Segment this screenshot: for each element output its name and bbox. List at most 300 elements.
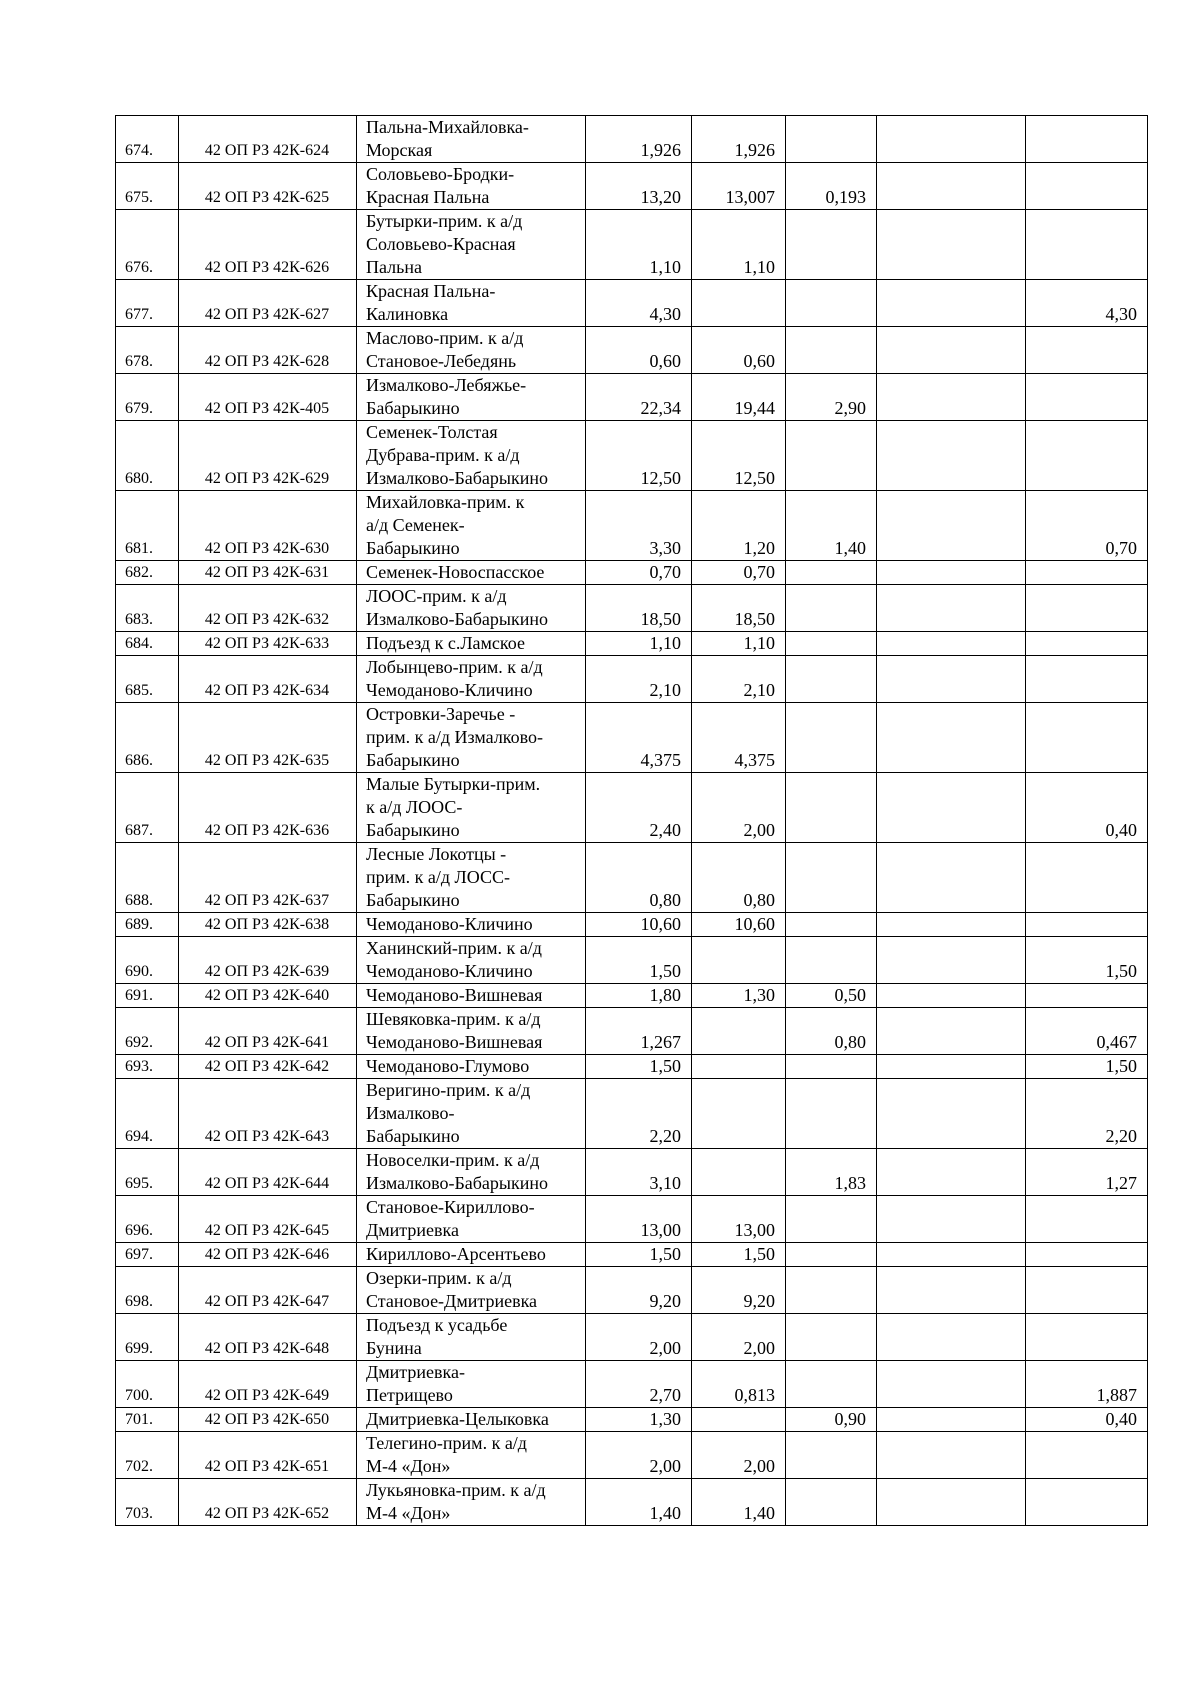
road-name-cell: [357, 1479, 586, 1526]
length-total-cell: 3,30: [586, 491, 692, 561]
road-name-line: Чемоданово-Кличино: [366, 961, 533, 981]
length-col-2-cell: [692, 280, 786, 327]
road-name-cell: [357, 210, 586, 280]
row-number-cell: 682.: [116, 561, 179, 585]
length-total-cell: 1,267: [586, 1008, 692, 1055]
length-col-5-cell: [1026, 656, 1148, 703]
length-col-3-cell: [786, 656, 877, 703]
length-col-5-cell: [1026, 703, 1148, 773]
length-col-3-cell: [786, 632, 877, 656]
road-name-line: прим. к а/д Измалково-: [366, 727, 544, 747]
row-number-cell: 687.: [116, 773, 179, 843]
length-col-5-cell: [1026, 421, 1148, 491]
table-row: [116, 421, 1148, 491]
road-name-line: Соловьево-Красная: [366, 234, 516, 254]
road-name-cell: [357, 163, 586, 210]
road-code-cell: 42 ОП РЗ 42К-639: [179, 937, 357, 984]
table-row: [116, 1361, 1148, 1408]
length-col-4-cell: [877, 1314, 1026, 1361]
length-total-cell: 2,70: [586, 1361, 692, 1408]
length-col-4-cell: [877, 280, 1026, 327]
length-col-5-cell: [1026, 1432, 1148, 1479]
length-col-2-cell: 1,30: [692, 984, 786, 1008]
table-row: [116, 1008, 1148, 1055]
table-row: [116, 327, 1148, 374]
length-col-4-cell: [877, 210, 1026, 280]
length-col-4-cell: [877, 937, 1026, 984]
road-name-line: Бабарыкино: [366, 398, 460, 418]
table-row: [116, 585, 1148, 632]
row-number-cell: 683.: [116, 585, 179, 632]
road-name-cell: [357, 843, 586, 913]
length-col-3-cell: [786, 1243, 877, 1267]
length-col-2-cell: 1,20: [692, 491, 786, 561]
length-col-3-cell: [786, 1267, 877, 1314]
table-row: [116, 116, 1148, 163]
road-code-cell: 42 ОП РЗ 42К-633: [179, 632, 357, 656]
length-total-cell: 4,375: [586, 703, 692, 773]
road-name-line: Измалково-Бабарыкино: [366, 468, 549, 488]
road-name-cell: [357, 1055, 586, 1079]
length-col-3-cell: [786, 1314, 877, 1361]
table-row: [116, 913, 1148, 937]
road-name-line: Чемоданово-Кличино: [366, 914, 533, 934]
road-name-line: Лесные Локотцы -: [366, 844, 507, 864]
length-col-2-cell: 1,10: [692, 632, 786, 656]
length-col-2-cell: 2,00: [692, 773, 786, 843]
row-number-cell: 686.: [116, 703, 179, 773]
table-row: [116, 773, 1148, 843]
road-name-line: Бабарыкино: [366, 538, 460, 558]
row-number-cell: 676.: [116, 210, 179, 280]
length-col-3-cell: [786, 585, 877, 632]
length-col-3-cell: 0,80: [786, 1008, 877, 1055]
road-name-line: Дмитриевка-: [366, 1362, 465, 1382]
table-row: [116, 656, 1148, 703]
length-col-3-cell: [786, 937, 877, 984]
length-col-3-cell: 2,90: [786, 374, 877, 421]
row-number-cell: 695.: [116, 1149, 179, 1196]
length-total-cell: 0,60: [586, 327, 692, 374]
length-total-cell: 1,926: [586, 116, 692, 163]
length-col-4-cell: [877, 1079, 1026, 1149]
road-code-cell: 42 ОП РЗ 42К-627: [179, 280, 357, 327]
length-col-5-cell: [1026, 163, 1148, 210]
road-name-cell: [357, 421, 586, 491]
road-code-cell: 42 ОП РЗ 42К-645: [179, 1196, 357, 1243]
length-col-4-cell: [877, 163, 1026, 210]
length-total-cell: 1,50: [586, 937, 692, 984]
length-total-cell: 0,70: [586, 561, 692, 585]
length-col-2-cell: 10,60: [692, 913, 786, 937]
length-col-4-cell: [877, 913, 1026, 937]
length-total-cell: 1,40: [586, 1479, 692, 1526]
roads-table-body: [116, 116, 1148, 1526]
row-number-cell: 700.: [116, 1361, 179, 1408]
length-col-5-cell: [1026, 1243, 1148, 1267]
length-col-4-cell: [877, 1243, 1026, 1267]
road-name-cell: [357, 1149, 586, 1196]
length-col-2-cell: 0,60: [692, 327, 786, 374]
length-col-2-cell: 2,00: [692, 1432, 786, 1479]
table-row: [116, 1149, 1148, 1196]
table-row: [116, 1079, 1148, 1149]
length-col-4-cell: [877, 1055, 1026, 1079]
road-name-line: Ханинский-прим. к а/д: [366, 938, 542, 958]
road-name-cell: [357, 1314, 586, 1361]
road-name-cell: [357, 984, 586, 1008]
length-col-3-cell: [786, 1361, 877, 1408]
road-name-line: Становое-Лебедянь: [366, 351, 517, 371]
length-col-2-cell: 0,70: [692, 561, 786, 585]
road-code-cell: 42 ОП РЗ 42К-632: [179, 585, 357, 632]
road-name-cell: [357, 1267, 586, 1314]
road-code-cell: 42 ОП РЗ 42К-636: [179, 773, 357, 843]
road-code-cell: 42 ОП РЗ 42К-651: [179, 1432, 357, 1479]
row-number-cell: 689.: [116, 913, 179, 937]
road-name-line: Петрищево: [366, 1385, 453, 1405]
road-name-line: Бабарыкино: [366, 1126, 460, 1146]
road-code-cell: 42 ОП РЗ 42К-629: [179, 421, 357, 491]
table-row: [116, 1432, 1148, 1479]
length-col-2-cell: 12,50: [692, 421, 786, 491]
road-name-line: Маслово-прим. к а/д: [366, 328, 524, 348]
road-name-cell: [357, 1008, 586, 1055]
length-col-3-cell: [786, 703, 877, 773]
length-col-2-cell: [692, 1149, 786, 1196]
length-total-cell: 18,50: [586, 585, 692, 632]
length-col-3-cell: [786, 843, 877, 913]
length-col-5-cell: 1,50: [1026, 937, 1148, 984]
length-col-2-cell: [692, 1008, 786, 1055]
table-row: [116, 703, 1148, 773]
road-name-cell: [357, 561, 586, 585]
length-col-4-cell: [877, 585, 1026, 632]
length-total-cell: 1,30: [586, 1408, 692, 1432]
road-name-line: а/д Семенек-: [366, 515, 465, 535]
road-name-line: Бабарыкино: [366, 750, 460, 770]
length-col-5-cell: [1026, 1314, 1148, 1361]
row-number-cell: 688.: [116, 843, 179, 913]
length-col-2-cell: [692, 1079, 786, 1149]
length-col-4-cell: [877, 843, 1026, 913]
road-name-line: Красная Пальна-: [366, 281, 496, 301]
length-col-3-cell: 0,193: [786, 163, 877, 210]
length-col-4-cell: [877, 1479, 1026, 1526]
road-code-cell: 42 ОП РЗ 42К-405: [179, 374, 357, 421]
road-name-line: Озерки-прим. к а/д: [366, 1268, 512, 1288]
road-code-cell: 42 ОП РЗ 42К-640: [179, 984, 357, 1008]
length-col-2-cell: 2,00: [692, 1314, 786, 1361]
road-code-cell: 42 ОП РЗ 42К-626: [179, 210, 357, 280]
length-col-5-cell: [1026, 1267, 1148, 1314]
row-number-cell: 692.: [116, 1008, 179, 1055]
row-number-cell: 699.: [116, 1314, 179, 1361]
length-total-cell: 2,20: [586, 1079, 692, 1149]
road-code-cell: 42 ОП РЗ 42К-646: [179, 1243, 357, 1267]
road-name-cell: [357, 280, 586, 327]
length-col-3-cell: 0,50: [786, 984, 877, 1008]
road-name-line: М-4 «Дон»: [366, 1456, 451, 1476]
table-row: [116, 1196, 1148, 1243]
length-col-4-cell: [877, 1361, 1026, 1408]
road-code-cell: 42 ОП РЗ 42К-624: [179, 116, 357, 163]
table-row: [116, 280, 1148, 327]
length-col-2-cell: [692, 937, 786, 984]
road-name-line: Шевяковка-прим. к а/д: [366, 1009, 541, 1029]
length-col-3-cell: [786, 1079, 877, 1149]
length-total-cell: 0,80: [586, 843, 692, 913]
length-col-5-cell: 0,70: [1026, 491, 1148, 561]
length-col-2-cell: 0,80: [692, 843, 786, 913]
row-number-cell: 679.: [116, 374, 179, 421]
length-col-4-cell: [877, 1008, 1026, 1055]
road-name-line: Измалково-: [366, 1103, 455, 1123]
road-name-line: Морская: [366, 140, 433, 160]
road-code-cell: 42 ОП РЗ 42К-643: [179, 1079, 357, 1149]
road-name-line: Чемоданово-Кличино: [366, 680, 533, 700]
length-col-5-cell: 2,20: [1026, 1079, 1148, 1149]
length-col-3-cell: [786, 913, 877, 937]
road-name-line: Телегино-прим. к а/д: [366, 1433, 527, 1453]
row-number-cell: 677.: [116, 280, 179, 327]
road-name-cell: [357, 374, 586, 421]
length-col-5-cell: 1,27: [1026, 1149, 1148, 1196]
road-code-cell: 42 ОП РЗ 42К-631: [179, 561, 357, 585]
road-name-line: Чемоданово-Глумово: [366, 1056, 530, 1076]
length-col-4-cell: [877, 773, 1026, 843]
length-col-5-cell: 0,40: [1026, 773, 1148, 843]
length-col-3-cell: [786, 773, 877, 843]
road-name-line: Веригино-прим. к а/д: [366, 1080, 531, 1100]
length-total-cell: 10,60: [586, 913, 692, 937]
road-name-line: Лукьяновка-прим. к а/д: [366, 1480, 546, 1500]
length-col-3-cell: [786, 280, 877, 327]
length-col-5-cell: [1026, 374, 1148, 421]
road-name-line: к а/д ЛООС-: [366, 797, 463, 817]
road-name-cell: [357, 1196, 586, 1243]
table-row: [116, 491, 1148, 561]
row-number-cell: 675.: [116, 163, 179, 210]
row-number-cell: 681.: [116, 491, 179, 561]
road-name-cell: [357, 1432, 586, 1479]
table-row: [116, 1267, 1148, 1314]
table-row: [116, 374, 1148, 421]
length-col-5-cell: [1026, 585, 1148, 632]
road-name-cell: [357, 1408, 586, 1432]
row-number-cell: 701.: [116, 1408, 179, 1432]
row-number-cell: 690.: [116, 937, 179, 984]
length-col-4-cell: [877, 1432, 1026, 1479]
length-total-cell: 1,10: [586, 210, 692, 280]
length-col-4-cell: [877, 703, 1026, 773]
road-name-line: Соловьево-Бродки-: [366, 164, 515, 184]
road-code-cell: 42 ОП РЗ 42К-635: [179, 703, 357, 773]
row-number-cell: 698.: [116, 1267, 179, 1314]
length-col-4-cell: [877, 491, 1026, 561]
table-row: [116, 843, 1148, 913]
length-col-2-cell: 1,40: [692, 1479, 786, 1526]
length-col-2-cell: [692, 1055, 786, 1079]
length-col-3-cell: [786, 421, 877, 491]
table-row: [116, 561, 1148, 585]
length-col-5-cell: 1,50: [1026, 1055, 1148, 1079]
road-name-cell: [357, 913, 586, 937]
length-col-2-cell: 19,44: [692, 374, 786, 421]
road-name-cell: [357, 585, 586, 632]
road-name-line: Дмитриевка-Целыковка: [366, 1409, 549, 1429]
row-number-cell: 703.: [116, 1479, 179, 1526]
road-name-cell: [357, 1079, 586, 1149]
road-name-line: Островки-Заречье -: [366, 704, 516, 724]
length-col-3-cell: [786, 1479, 877, 1526]
length-col-5-cell: [1026, 561, 1148, 585]
row-number-cell: 702.: [116, 1432, 179, 1479]
road-code-cell: 42 ОП РЗ 42К-652: [179, 1479, 357, 1526]
length-col-3-cell: [786, 561, 877, 585]
road-name-cell: [357, 773, 586, 843]
road-name-line: Становое-Кириллово-: [366, 1197, 535, 1217]
road-name-cell: [357, 116, 586, 163]
road-name-line: М-4 «Дон»: [366, 1503, 451, 1523]
road-code-cell: 42 ОП РЗ 42К-648: [179, 1314, 357, 1361]
row-number-cell: 696.: [116, 1196, 179, 1243]
length-total-cell: 12,50: [586, 421, 692, 491]
length-col-3-cell: 1,40: [786, 491, 877, 561]
length-col-4-cell: [877, 116, 1026, 163]
road-name-cell: [357, 656, 586, 703]
road-name-cell: [357, 703, 586, 773]
road-code-cell: 42 ОП РЗ 42К-644: [179, 1149, 357, 1196]
road-name-line: Пальна-Михайловка-: [366, 117, 529, 137]
length-col-3-cell: [786, 116, 877, 163]
road-name-cell: [357, 491, 586, 561]
road-name-cell: [357, 327, 586, 374]
length-col-2-cell: 1,50: [692, 1243, 786, 1267]
length-col-4-cell: [877, 632, 1026, 656]
length-col-3-cell: 1,83: [786, 1149, 877, 1196]
length-col-2-cell: 0,813: [692, 1361, 786, 1408]
road-name-cell: [357, 1243, 586, 1267]
row-number-cell: 680.: [116, 421, 179, 491]
length-total-cell: 2,00: [586, 1432, 692, 1479]
row-number-cell: 694.: [116, 1079, 179, 1149]
length-col-5-cell: [1026, 913, 1148, 937]
road-name-line: Калиновка: [366, 304, 449, 324]
length-total-cell: 22,34: [586, 374, 692, 421]
length-col-5-cell: [1026, 843, 1148, 913]
road-name-line: Пальна: [366, 257, 422, 277]
length-col-3-cell: [786, 327, 877, 374]
length-total-cell: 9,20: [586, 1267, 692, 1314]
road-name-line: прим. к а/д ЛОСС-: [366, 867, 510, 887]
road-code-cell: 42 ОП РЗ 42К-630: [179, 491, 357, 561]
length-col-3-cell: [786, 1055, 877, 1079]
length-col-5-cell: 1,887: [1026, 1361, 1148, 1408]
length-col-2-cell: 1,10: [692, 210, 786, 280]
length-col-2-cell: 1,926: [692, 116, 786, 163]
road-name-line: Семенек-Новоспасское: [366, 562, 545, 582]
road-name-line: Красная Пальна: [366, 187, 490, 207]
length-col-5-cell: 0,40: [1026, 1408, 1148, 1432]
length-col-4-cell: [877, 984, 1026, 1008]
road-name-line: Измалково-Бабарыкино: [366, 609, 549, 629]
road-code-cell: 42 ОП РЗ 42К-638: [179, 913, 357, 937]
length-total-cell: 1,10: [586, 632, 692, 656]
length-col-4-cell: [877, 656, 1026, 703]
road-code-cell: 42 ОП РЗ 42К-634: [179, 656, 357, 703]
road-name-line: Подъезд к с.Ламское: [366, 633, 525, 653]
length-col-5-cell: [1026, 327, 1148, 374]
length-col-4-cell: [877, 561, 1026, 585]
road-name-line: Бутырки-прим. к а/д: [366, 211, 523, 231]
length-col-5-cell: 0,467: [1026, 1008, 1148, 1055]
length-total-cell: 1,50: [586, 1243, 692, 1267]
length-col-5-cell: [1026, 632, 1148, 656]
road-name-line: Чемоданово-Вишневая: [366, 1032, 543, 1052]
length-col-2-cell: 2,10: [692, 656, 786, 703]
road-code-cell: 42 ОП РЗ 42К-637: [179, 843, 357, 913]
length-total-cell: 4,30: [586, 280, 692, 327]
length-col-5-cell: [1026, 1479, 1148, 1526]
road-code-cell: 42 ОП РЗ 42К-650: [179, 1408, 357, 1432]
road-code-cell: 42 ОП РЗ 42К-647: [179, 1267, 357, 1314]
length-col-5-cell: [1026, 984, 1148, 1008]
row-number-cell: 685.: [116, 656, 179, 703]
road-name-line: Малые Бутырки-прим.: [366, 774, 541, 794]
road-name-line: ЛООС-прим. к а/д: [366, 586, 507, 606]
row-number-cell: 691.: [116, 984, 179, 1008]
row-number-cell: 674.: [116, 116, 179, 163]
road-name-line: Бунина: [366, 1338, 422, 1358]
length-col-2-cell: 18,50: [692, 585, 786, 632]
length-total-cell: 3,10: [586, 1149, 692, 1196]
road-name-cell: [357, 632, 586, 656]
table-row: [116, 1314, 1148, 1361]
length-total-cell: 2,10: [586, 656, 692, 703]
road-name-line: Дубрава-прим. к а/д: [366, 445, 520, 465]
road-name-line: Новоселки-прим. к а/д: [366, 1150, 540, 1170]
table-row: [116, 937, 1148, 984]
length-col-2-cell: 9,20: [692, 1267, 786, 1314]
length-col-4-cell: [877, 421, 1026, 491]
length-col-2-cell: 4,375: [692, 703, 786, 773]
length-col-2-cell: 13,007: [692, 163, 786, 210]
length-col-4-cell: [877, 327, 1026, 374]
road-name-line: Подъезд к усадьбе: [366, 1315, 508, 1335]
row-number-cell: 684.: [116, 632, 179, 656]
table-row: [116, 163, 1148, 210]
row-number-cell: 678.: [116, 327, 179, 374]
road-name-line: Дмитриевка: [366, 1220, 459, 1240]
road-name-line: Измалково-Лебяжье-: [366, 375, 527, 395]
length-col-5-cell: [1026, 116, 1148, 163]
roads-table: [115, 115, 1148, 1526]
road-code-cell: 42 ОП РЗ 42К-649: [179, 1361, 357, 1408]
road-name-line: Измалково-Бабарыкино: [366, 1173, 549, 1193]
length-col-5-cell: 4,30: [1026, 280, 1148, 327]
road-code-cell: 42 ОП РЗ 42К-642: [179, 1055, 357, 1079]
length-col-2-cell: 13,00: [692, 1196, 786, 1243]
length-col-3-cell: 0,90: [786, 1408, 877, 1432]
length-col-5-cell: [1026, 1196, 1148, 1243]
length-col-4-cell: [877, 1408, 1026, 1432]
length-total-cell: 1,80: [586, 984, 692, 1008]
length-total-cell: 1,50: [586, 1055, 692, 1079]
length-col-3-cell: [786, 210, 877, 280]
road-code-cell: 42 ОП РЗ 42К-628: [179, 327, 357, 374]
road-name-line: Кириллово-Арсентьево: [366, 1244, 546, 1264]
